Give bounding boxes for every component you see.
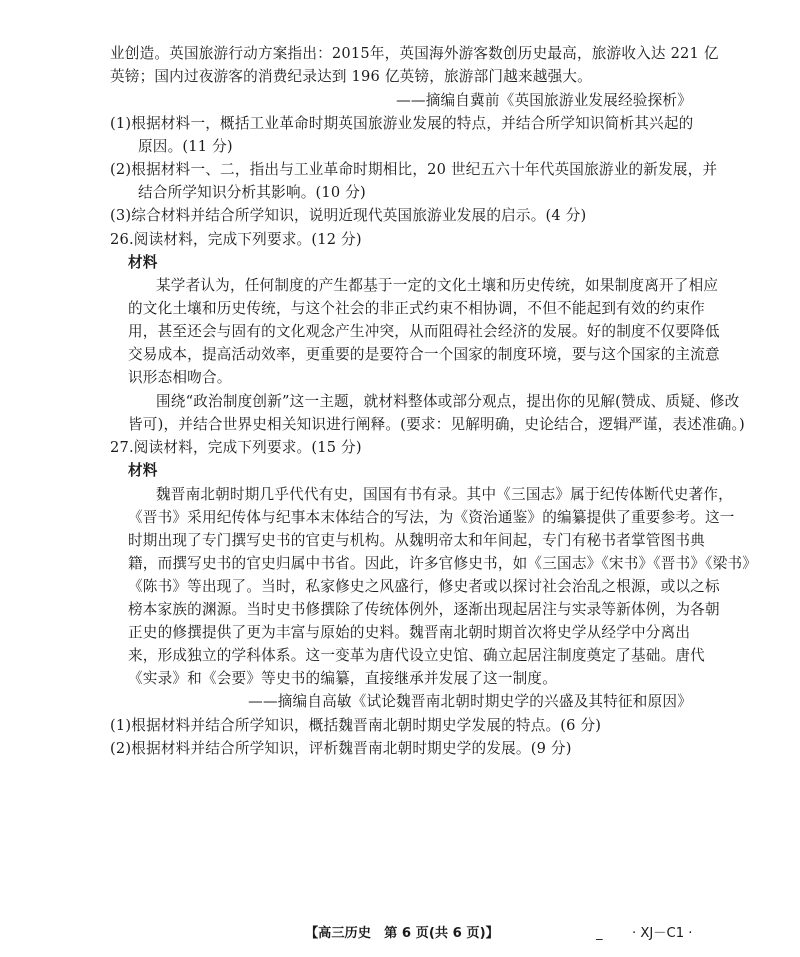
q26-text-line: 识形态相吻合。	[128, 369, 232, 386]
q26-text-line: 某学者认为，任何制度的产生都基于一定的文化土壤和历史传统，如果制度离开了相应	[156, 277, 719, 294]
q26-text-line: 交易成本，提高活动效率，更重要的是要符合一个国家的制度环境，要与这个国家的主流意	[128, 346, 720, 363]
page-footer-label: 【高三历史 第 6 页(共 6 页)】	[305, 926, 499, 941]
q25-part1-line1: (1)根据材料一，概括工业革命时期英国旅游业发展的特点，并结合所学知识简析其兴起的	[110, 115, 694, 132]
q25-part2-line2: 结合所学知识分析其影响。(10 分)	[138, 184, 366, 201]
q27-text-line: 魏晋南北朝时期几乎代代有史，国国有书有录。其中《三国志》属于纪传体断代史著作，	[156, 486, 733, 503]
material-text-line: 业创造。英国旅游行动方案指出：2015年，英国海外游客数创历史最高，旅游收入达 221 亿	[110, 45, 719, 62]
q26-header: 26.阅读材料，完成下列要求。(12 分)	[110, 231, 362, 248]
q26-text-line: 用，甚至还会与固有的文化观念产生冲突，从而阻碍社会经济的发展。好的制度不仅要降低	[128, 323, 720, 340]
q27-text-line: 正史的修撰提供了更为丰富与原始的史料。魏晋南北朝时期首次将史学从经学中分离出	[128, 624, 691, 641]
q27-part2: (2)根据材料并结合所学知识，评析魏晋南北朝时期史学的发展。(9 分)	[110, 740, 572, 757]
q26-instruction-line: 皆可)，并结合世界史相关知识进行阐释。(要求：见解明确，史论结合，逻辑严谨，表述准确。)	[128, 416, 745, 433]
footer-code: · XJ－C1 ·	[632, 926, 693, 941]
q27-text-line: 《晋书》采用纪传体与纪事本末体结合的写法，为《资治通鉴》的编纂提供了重要参考。这一	[128, 509, 735, 526]
q27-text-line: 榜本家族的渊源。当时史书修撰除了传统体例外，逐渐出现起居注与实录等新体例，为各朝	[128, 601, 720, 618]
q26-instruction-line: 围绕“政治制度创新”这一主题，就材料整体或部分观点，提出你的见解(赞成、质疑、修改	[156, 393, 740, 410]
q27-source: ——摘编自高敏《试论魏晋南北朝时期史学的兴盛及其特征和原因》	[248, 693, 692, 710]
q27-material-label: 材料	[128, 462, 158, 479]
q27-text-line: 来，形成独立的学科体系。这一变革为唐代设立史馆、确立起居注制度奠定了基础。唐代	[128, 647, 705, 664]
q27-header: 27.阅读材料，完成下列要求。(15 分)	[110, 439, 362, 456]
q27-text-line: 籍，而撰写史书的官史归属中书省。因此，许多官修史书，如《三国志》《宋书》《晋书》《梁书》	[128, 555, 758, 572]
q26-material-label: 材料	[128, 254, 158, 271]
material-text-line: 英镑；国内过夜游客的消费纪录达到 196 亿英镑，旅游部门越来越强大。	[110, 68, 592, 85]
q27-text-line: 《实录》和《会要》等史书的编纂，直接继承并发展了这一制度。	[128, 670, 558, 687]
q25-part3: (3)综合材料并结合所学知识，说明近现代英国旅游业发展的启示。(4 分)	[110, 207, 587, 224]
material-source: ——摘编自冀前《英国旅游业发展经验探析》	[396, 92, 692, 109]
q27-part1: (1)根据材料并结合所学知识，概括魏晋南北朝时期史学发展的特点。(6 分)	[110, 717, 602, 734]
q25-part1-line2: 原因。(11 分)	[138, 138, 233, 155]
q26-text-line: 的文化土壤和历史传统，与这个社会的非正式约束不相协调，不但不能起到有效的约束作	[128, 300, 705, 317]
q27-text-line: 《陈书》等出现了。当时，私家修史之风盛行，修史者或以探讨社会治乱之根源，或以之标	[128, 578, 720, 595]
footer-dash: _	[596, 926, 603, 941]
q25-part2-line1: (2)根据材料一、二，指出与工业革命时期相比，20 世纪五六十年代英国旅游业的新发展，并	[110, 161, 718, 178]
q27-text-line: 时期出现了专门撰写史书的官吏与机构。从魏明帝太和年间起，专门有秘书者掌管图书典	[128, 532, 705, 549]
